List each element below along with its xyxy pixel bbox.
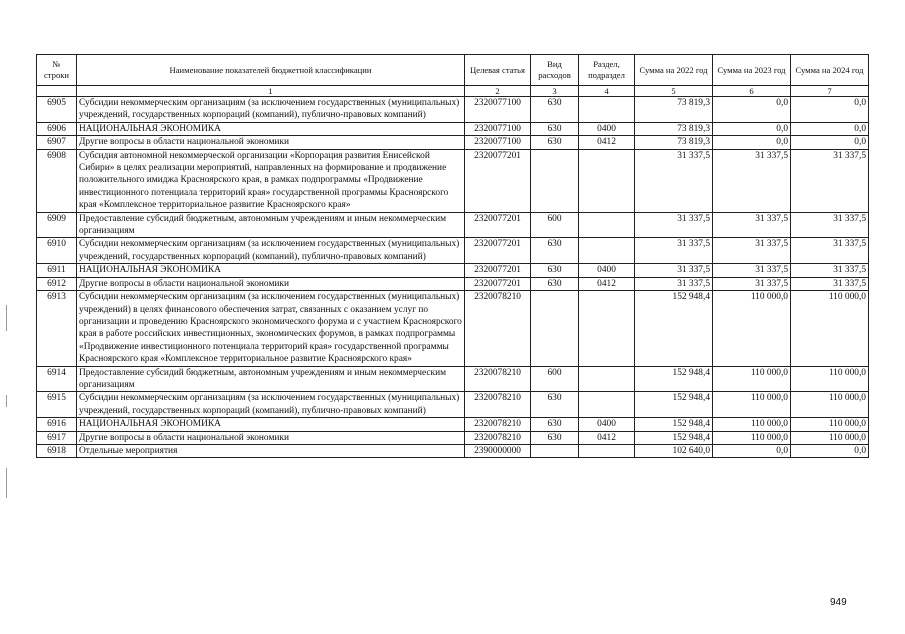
table-row [37,291,869,366]
indicator-name-cell: Субсидия автономной некоммерческой организации «Корпорация развития Енисейской Сибири» в целях реализации мероприятий, направленных на формирование и продвижение положительного имиджа Красноярского края, в рамках подпрограммы «Продвижение инвестиционного потенциала территорий края» государственной программы Красноярского края «Комплексное территориальное развитие Красноярского края» [77,149,465,212]
table-row [37,238,869,264]
sum-2024-cell: 31 337,5 [791,212,869,238]
row-number-cell: 6909 [37,212,77,238]
header-row-number: № строки [37,55,77,86]
expense-type-cell: 630 [531,238,579,264]
table-body [37,97,869,458]
target-article-cell: 2320078210 [465,418,531,431]
section-cell: 0400 [579,122,635,135]
sum-2023-cell: 110 000,0 [713,291,791,366]
indicator-name-cell: Субсидии некоммерческим организациям (за исключением государственных (муниципальных) учреждений, государственных корпораций (компаний), публично-правовых компаний) [77,238,465,264]
column-number: 1 [77,86,465,97]
section-cell [579,366,635,392]
table-row [37,122,869,135]
section-cell [579,97,635,123]
sum-2024-cell: 0,0 [791,444,869,457]
expense-type-cell: 600 [531,366,579,392]
expense-type-cell: 630 [531,418,579,431]
table-row [37,212,869,238]
row-number-cell: 6905 [37,97,77,123]
expense-type-cell: 630 [531,122,579,135]
section-cell [579,212,635,238]
table-row [37,392,869,418]
header-sum-2024: Сумма на 2024 год [791,55,869,86]
indicator-name-cell: НАЦИОНАЛЬНАЯ ЭКОНОМИКА [77,418,465,431]
section-cell: 0400 [579,264,635,277]
sum-2024-cell: 110 000,0 [791,431,869,444]
sum-2022-cell: 152 948,4 [635,418,713,431]
row-number-cell: 6912 [37,277,77,290]
row-number-cell: 6910 [37,238,77,264]
header-row [37,55,869,86]
header-target-article: Целевая статья [465,55,531,86]
section-cell: 0412 [579,431,635,444]
column-number: 3 [531,86,579,97]
row-number-cell: 6917 [37,431,77,444]
sum-2022-cell: 152 948,4 [635,431,713,444]
budget-table [36,54,869,458]
expense-type-cell: 630 [531,277,579,290]
column-number: 4 [579,86,635,97]
page-number: 949 [830,597,847,608]
sum-2023-cell: 110 000,0 [713,392,791,418]
indicator-name-cell: Субсидии некоммерческим организациям (за исключением государственных (муниципальных) учреждений, государственных корпораций (компаний), публично-правовых компаний) [77,392,465,418]
section-cell [579,149,635,212]
sum-2023-cell: 31 337,5 [713,264,791,277]
header-indicator-name: Наименование показателей бюджетной классификации [77,55,465,86]
sum-2024-cell: 0,0 [791,136,869,149]
table-row [37,277,869,290]
sum-2022-cell: 152 948,4 [635,291,713,366]
header-sum-2022: Сумма на 2022 год [635,55,713,86]
column-number: 2 [465,86,531,97]
section-cell [579,291,635,366]
column-numbers-row [37,86,869,97]
sum-2022-cell: 31 337,5 [635,277,713,290]
scan-mark [6,468,7,498]
sum-2022-cell: 73 819,3 [635,97,713,123]
sum-2024-cell: 110 000,0 [791,291,869,366]
sum-2022-cell: 31 337,5 [635,238,713,264]
budget-table-container [36,54,868,458]
section-cell: 0400 [579,418,635,431]
target-article-cell: 2320077201 [465,277,531,290]
target-article-cell: 2320077201 [465,264,531,277]
header-expense-type: Вид расходов [531,55,579,86]
section-cell [579,238,635,264]
indicator-name-cell: Субсидии некоммерческим организациям (за исключением государственных (муниципальных) учреждений, государственных корпораций (компаний), публично-правовых компаний) [77,97,465,123]
expense-type-cell: 630 [531,264,579,277]
table-row [37,431,869,444]
target-article-cell: 2320077201 [465,149,531,212]
table-row [37,264,869,277]
target-article-cell: 2320078210 [465,392,531,418]
table-row [37,136,869,149]
row-number-cell: 6916 [37,418,77,431]
sum-2022-cell: 31 337,5 [635,212,713,238]
sum-2023-cell: 0,0 [713,122,791,135]
sum-2023-cell: 0,0 [713,444,791,457]
sum-2024-cell: 31 337,5 [791,149,869,212]
indicator-name-cell: Предоставление субсидий бюджетным, автономным учреждениям и иным некоммерческим организациям [77,366,465,392]
indicator-name-cell: Отдельные мероприятия [77,444,465,457]
table-row [37,97,869,123]
section-cell [579,392,635,418]
row-number-cell: 6908 [37,149,77,212]
header-sum-2023: Сумма на 2023 год [713,55,791,86]
expense-type-cell [531,149,579,212]
sum-2022-cell: 73 819,3 [635,136,713,149]
row-number-cell: 6915 [37,392,77,418]
sum-2024-cell: 0,0 [791,122,869,135]
sum-2023-cell: 31 337,5 [713,238,791,264]
row-number-cell: 6913 [37,291,77,366]
scan-mark [6,305,7,331]
row-number-cell: 6918 [37,444,77,457]
indicator-name-cell: НАЦИОНАЛЬНАЯ ЭКОНОМИКА [77,264,465,277]
indicator-name-cell: Другие вопросы в области национальной экономики [77,136,465,149]
section-cell: 0412 [579,277,635,290]
expense-type-cell: 630 [531,392,579,418]
sum-2023-cell: 0,0 [713,97,791,123]
expense-type-cell: 600 [531,212,579,238]
sum-2023-cell: 110 000,0 [713,431,791,444]
table-row [37,149,869,212]
sum-2023-cell: 0,0 [713,136,791,149]
target-article-cell: 2320078210 [465,291,531,366]
sum-2024-cell: 31 337,5 [791,238,869,264]
indicator-name-cell: Субсидии некоммерческим организациям (за исключением государственных (муниципальных) учреждений) в целях финансового обеспечения затрат, связанных с оказанием услуг по организации и проведению Красноярского экономического форума и с участием Красноярского края в работе российских инвестиционных, экономических форумов, в рамках подпрограммы «Продвижение инвестиционного потенциала территорий края» государственной программы Красноярского края «Комплексное территориальное развитие Красноярского края» [77,291,465,366]
sum-2022-cell: 102 640,0 [635,444,713,457]
column-number-blank [37,86,77,97]
expense-type-cell: 630 [531,97,579,123]
sum-2024-cell: 110 000,0 [791,392,869,418]
sum-2024-cell: 110 000,0 [791,418,869,431]
target-article-cell: 2320078210 [465,366,531,392]
sum-2022-cell: 152 948,4 [635,392,713,418]
target-article-cell: 2320077100 [465,136,531,149]
sum-2022-cell: 31 337,5 [635,264,713,277]
scan-mark [6,395,7,407]
table-row [37,444,869,457]
section-cell [579,444,635,457]
indicator-name-cell: Другие вопросы в области национальной экономики [77,277,465,290]
expense-type-cell [531,444,579,457]
sum-2023-cell: 31 337,5 [713,277,791,290]
row-number-cell: 6911 [37,264,77,277]
column-number: 7 [791,86,869,97]
sum-2023-cell: 110 000,0 [713,366,791,392]
section-cell: 0412 [579,136,635,149]
header-section: Раздел, подраздел [579,55,635,86]
sum-2022-cell: 152 948,4 [635,366,713,392]
sum-2023-cell: 31 337,5 [713,212,791,238]
expense-type-cell [531,291,579,366]
table-row [37,366,869,392]
sum-2024-cell: 31 337,5 [791,277,869,290]
sum-2024-cell: 31 337,5 [791,264,869,277]
sum-2022-cell: 73 819,3 [635,122,713,135]
target-article-cell: 2320077100 [465,97,531,123]
sum-2023-cell: 31 337,5 [713,149,791,212]
column-number: 6 [713,86,791,97]
indicator-name-cell: Предоставление субсидий бюджетным, автономным учреждениям и иным некоммерческим организациям [77,212,465,238]
expense-type-cell: 630 [531,136,579,149]
row-number-cell: 6914 [37,366,77,392]
target-article-cell: 2320077100 [465,122,531,135]
expense-type-cell: 630 [531,431,579,444]
column-number: 5 [635,86,713,97]
row-number-cell: 6906 [37,122,77,135]
table-row [37,418,869,431]
target-article-cell: 2320077201 [465,238,531,264]
indicator-name-cell: НАЦИОНАЛЬНАЯ ЭКОНОМИКА [77,122,465,135]
indicator-name-cell: Другие вопросы в области национальной экономики [77,431,465,444]
row-number-cell: 6907 [37,136,77,149]
sum-2024-cell: 0,0 [791,97,869,123]
sum-2024-cell: 110 000,0 [791,366,869,392]
target-article-cell: 2390000000 [465,444,531,457]
target-article-cell: 2320077201 [465,212,531,238]
target-article-cell: 2320078210 [465,431,531,444]
sum-2023-cell: 110 000,0 [713,418,791,431]
sum-2022-cell: 31 337,5 [635,149,713,212]
